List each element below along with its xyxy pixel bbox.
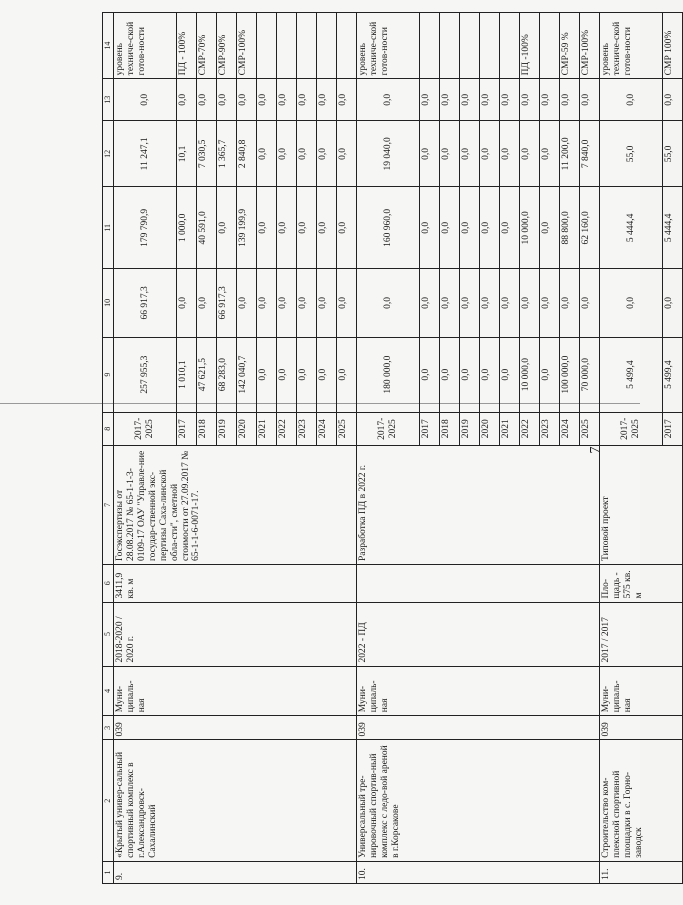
- column-number: 12: [103, 121, 114, 187]
- amount-cell: 0,0: [540, 121, 560, 187]
- stage-note: [480, 13, 500, 79]
- amount-cell: 0,0: [480, 337, 500, 412]
- stage-note: СМР-100%: [580, 13, 600, 79]
- total-amount: 0,0: [114, 79, 177, 121]
- amount-cell: 0,0: [500, 121, 520, 187]
- amount-cell: 0,0: [460, 121, 480, 187]
- amount-cell: 2 840,8: [237, 121, 257, 187]
- amount-cell: 0,0: [480, 121, 500, 187]
- year-cell: 2020: [237, 412, 257, 445]
- amount-cell: 0,0: [420, 121, 440, 187]
- readiness-note: уровень техниче-ской готов-ности: [600, 13, 663, 79]
- amount-cell: 7 840,0: [580, 121, 600, 187]
- stage-note: [337, 13, 357, 79]
- project-code: 039: [357, 716, 600, 740]
- year-cell: 2017: [420, 412, 440, 445]
- year-cell: 2021: [500, 412, 520, 445]
- column-number: 8: [103, 412, 114, 445]
- amount-cell: 139 199,9: [237, 187, 257, 269]
- total-amount: 160 960,0: [357, 187, 420, 269]
- project-number: 10.: [357, 861, 600, 883]
- amount-cell: 0,0: [520, 121, 540, 187]
- amount-cell: 5 499,4: [663, 337, 683, 412]
- stage-note: [500, 13, 520, 79]
- year-cell: 2021: [257, 412, 277, 445]
- amount-cell: 0,0: [297, 269, 317, 337]
- amount-cell: 0,0: [520, 269, 540, 337]
- year-cell: 2017: [177, 412, 197, 445]
- amount-cell: 0,0: [540, 79, 560, 121]
- amount-cell: 10 000,0: [520, 337, 540, 412]
- amount-cell: 0,0: [420, 269, 440, 337]
- amount-cell: 0,0: [500, 337, 520, 412]
- amount-cell: 0,0: [420, 337, 440, 412]
- stage-note: [297, 13, 317, 79]
- column-number: 13: [103, 79, 114, 121]
- amount-cell: 0,0: [197, 79, 217, 121]
- amount-cell: 7 030,5: [197, 121, 217, 187]
- amount-cell: 0,0: [540, 187, 560, 269]
- amount-cell: 0,0: [277, 79, 297, 121]
- stage-note: [420, 13, 440, 79]
- amount-cell: 0,0: [277, 121, 297, 187]
- amount-cell: 0,0: [580, 79, 600, 121]
- stage-note: СМР-90%: [217, 13, 237, 79]
- stage-note: [440, 13, 460, 79]
- amount-cell: 0,0: [420, 187, 440, 269]
- capacity: 3411,9 кв. м: [114, 565, 357, 603]
- page-number: 7: [588, 446, 603, 454]
- amount-cell: 0,0: [317, 121, 337, 187]
- amount-cell: 68 283,0: [217, 337, 237, 412]
- amount-cell: 0,0: [663, 79, 683, 121]
- amount-cell: 0,0: [277, 269, 297, 337]
- construction-period: 2022 - ПД: [357, 602, 600, 666]
- amount-cell: 5 444,4: [663, 187, 683, 269]
- amount-cell: 0,0: [520, 79, 540, 121]
- amount-cell: 0,0: [297, 187, 317, 269]
- amount-cell: 0,0: [257, 121, 277, 187]
- amount-cell: 0,0: [440, 187, 460, 269]
- stage-note: ПД - 100%: [177, 13, 197, 79]
- stage-note: СМР 100%: [663, 13, 683, 79]
- total-amount: 5 444,4: [600, 187, 663, 269]
- construction-period: 2018-2020 / 2020 г.: [114, 602, 357, 666]
- ownership: Муни-ципаль-ная: [600, 666, 683, 716]
- amount-cell: 0,0: [277, 337, 297, 412]
- capacity: [357, 565, 600, 603]
- amount-cell: 0,0: [440, 121, 460, 187]
- amount-cell: 0,0: [440, 79, 460, 121]
- amount-cell: 0,0: [500, 269, 520, 337]
- project-row: [357, 13, 420, 884]
- amount-cell: 0,0: [663, 269, 683, 337]
- year-cell: 2018: [197, 412, 217, 445]
- amount-cell: 0,0: [480, 187, 500, 269]
- total-amount: 180 000,0: [357, 337, 420, 412]
- stage-note: ПД -100%: [520, 13, 540, 79]
- year-cell: 2024: [317, 412, 337, 445]
- amount-cell: 0,0: [257, 269, 277, 337]
- total-amount: 66 917,3: [114, 269, 177, 337]
- column-number: 3: [103, 716, 114, 740]
- column-number: 11: [103, 187, 114, 269]
- amount-cell: 47 621,5: [197, 337, 217, 412]
- amount-cell: 0,0: [217, 187, 237, 269]
- amount-cell: 40 591,0: [197, 187, 217, 269]
- project-name: «Крытый универ-сальный спортивный комплекс в г.Александровск-Сахалинский: [114, 740, 357, 861]
- project-code: 039: [114, 716, 357, 740]
- readiness-note: уровень техниче-ской готов-ности: [114, 13, 177, 79]
- total-amount: 0,0: [600, 269, 663, 337]
- amount-cell: 0,0: [217, 79, 237, 121]
- stage-note: [257, 13, 277, 79]
- stage-note: [540, 13, 560, 79]
- project-number: 9.: [114, 861, 357, 883]
- column-number: 10: [103, 269, 114, 337]
- amount-cell: 0,0: [317, 269, 337, 337]
- amount-cell: 0,0: [460, 187, 480, 269]
- project-row: [600, 13, 663, 884]
- year-cell: 2017: [663, 412, 683, 445]
- amount-cell: 1 365,7: [217, 121, 237, 187]
- period-range: 2017-2025: [114, 412, 177, 445]
- year-cell: 2023: [540, 412, 560, 445]
- amount-cell: 10,1: [177, 121, 197, 187]
- investment-projects-table: [102, 12, 683, 884]
- year-cell: 2019: [217, 412, 237, 445]
- amount-cell: 0,0: [257, 187, 277, 269]
- year-cell: 2018: [440, 412, 460, 445]
- project-row: [114, 13, 177, 884]
- amount-cell: 62 160,0: [580, 187, 600, 269]
- amount-cell: 0,0: [257, 79, 277, 121]
- readiness-note: уровень техниче-ской готов-ности: [357, 13, 420, 79]
- total-amount: 0,0: [600, 79, 663, 121]
- year-cell: 2024: [560, 412, 580, 445]
- amount-cell: 0,0: [460, 337, 480, 412]
- total-amount: 19 040,0: [357, 121, 420, 187]
- amount-cell: 88 800,0: [560, 187, 580, 269]
- amount-cell: 0,0: [257, 337, 277, 412]
- stage-note: СМР-100%: [237, 13, 257, 79]
- amount-cell: 0,0: [460, 269, 480, 337]
- amount-cell: 0,0: [337, 187, 357, 269]
- amount-cell: 55,0: [663, 121, 683, 187]
- total-amount: 0,0: [357, 79, 420, 121]
- amount-cell: 70 000,0: [580, 337, 600, 412]
- amount-cell: 0,0: [337, 269, 357, 337]
- construction-period: 2017 / 2017: [600, 602, 683, 666]
- year-cell: 2025: [337, 412, 357, 445]
- documentation-basis: Типовой проект: [600, 445, 683, 564]
- column-number: 9: [103, 337, 114, 412]
- project-code: 039: [600, 716, 683, 740]
- ownership: Муни-ципаль-ная: [114, 666, 357, 716]
- amount-cell: 0,0: [440, 337, 460, 412]
- year-cell: 2022: [277, 412, 297, 445]
- amount-cell: 0,0: [317, 79, 337, 121]
- amount-cell: 0,0: [337, 121, 357, 187]
- total-amount: 257 955,3: [114, 337, 177, 412]
- documentation-basis: Разработка ПД в 2022 г.: [357, 445, 600, 564]
- total-amount: 11 247,1: [114, 121, 177, 187]
- column-number: 5: [103, 602, 114, 666]
- amount-cell: 0,0: [317, 337, 337, 412]
- amount-cell: 0,0: [297, 337, 317, 412]
- stage-note: [277, 13, 297, 79]
- period-range: 2017-2025: [600, 412, 663, 445]
- stage-note: [460, 13, 480, 79]
- year-cell: 2023: [297, 412, 317, 445]
- total-amount: 5 499,4: [600, 337, 663, 412]
- amount-cell: 0,0: [480, 79, 500, 121]
- amount-cell: 0,0: [197, 269, 217, 337]
- amount-cell: 0,0: [500, 79, 520, 121]
- amount-cell: 0,0: [297, 121, 317, 187]
- column-number: 1: [103, 861, 114, 883]
- amount-cell: 0,0: [317, 187, 337, 269]
- amount-cell: 66 917,3: [217, 269, 237, 337]
- year-cell: 2019: [460, 412, 480, 445]
- stage-note: СМР-59 %: [560, 13, 580, 79]
- stage-note: [317, 13, 337, 79]
- amount-cell: 0,0: [580, 269, 600, 337]
- amount-cell: 0,0: [177, 79, 197, 121]
- amount-cell: 10 000,0: [520, 187, 540, 269]
- column-number: 14: [103, 13, 114, 79]
- amount-cell: 0,0: [237, 269, 257, 337]
- amount-cell: 1 000,0: [177, 187, 197, 269]
- amount-cell: 0,0: [177, 269, 197, 337]
- documentation-basis: Госэкспертизы от 28.08.2017 № 65-1-1-3-0109-17 ОАУ "Управле-ние государ-ственной экс-пертизы Саха-линской обла-сти", сметной стоимости от 27.09.2017 № 65-1-1-6-0071-17.: [114, 445, 357, 564]
- period-range: 2017-2025: [357, 412, 420, 445]
- amount-cell: 0,0: [540, 269, 560, 337]
- stage-note: СМР-70%: [197, 13, 217, 79]
- amount-cell: 0,0: [337, 337, 357, 412]
- capacity: Пло-щадь - 575 кв. м: [600, 565, 683, 603]
- year-cell: 2025: [580, 412, 600, 445]
- amount-cell: 142 040,7: [237, 337, 257, 412]
- project-name: Строительство ком-плексной спортивной площадки в с. Горно-заводск: [600, 740, 683, 861]
- project-name: Универсальный тре-нировочный спортив-ный комплекс с ледо-вой ареной в г.Корсакове: [357, 740, 600, 861]
- column-number: 4: [103, 666, 114, 716]
- project-number: 11.: [600, 861, 683, 883]
- amount-cell: 0,0: [560, 269, 580, 337]
- amount-cell: 0,0: [560, 79, 580, 121]
- column-number-row: [103, 13, 114, 884]
- amount-cell: 0,0: [337, 79, 357, 121]
- column-number: 7: [103, 445, 114, 564]
- amount-cell: 0,0: [420, 79, 440, 121]
- column-number: 6: [103, 565, 114, 603]
- amount-cell: 0,0: [480, 269, 500, 337]
- amount-cell: 100 000,0: [560, 337, 580, 412]
- amount-cell: 0,0: [500, 187, 520, 269]
- column-number: 2: [103, 740, 114, 861]
- total-amount: 179 790,9: [114, 187, 177, 269]
- amount-cell: 0,0: [277, 187, 297, 269]
- amount-cell: 1 010,1: [177, 337, 197, 412]
- amount-cell: 0,0: [540, 337, 560, 412]
- amount-cell: 0,0: [460, 79, 480, 121]
- year-cell: 2022: [520, 412, 540, 445]
- total-amount: 55,0: [600, 121, 663, 187]
- amount-cell: 0,0: [297, 79, 317, 121]
- amount-cell: 0,0: [440, 269, 460, 337]
- ownership: Муни-ципаль-ная: [357, 666, 600, 716]
- amount-cell: 11 200,0: [560, 121, 580, 187]
- year-cell: 2020: [480, 412, 500, 445]
- total-amount: 0,0: [357, 269, 420, 337]
- amount-cell: 0,0: [237, 79, 257, 121]
